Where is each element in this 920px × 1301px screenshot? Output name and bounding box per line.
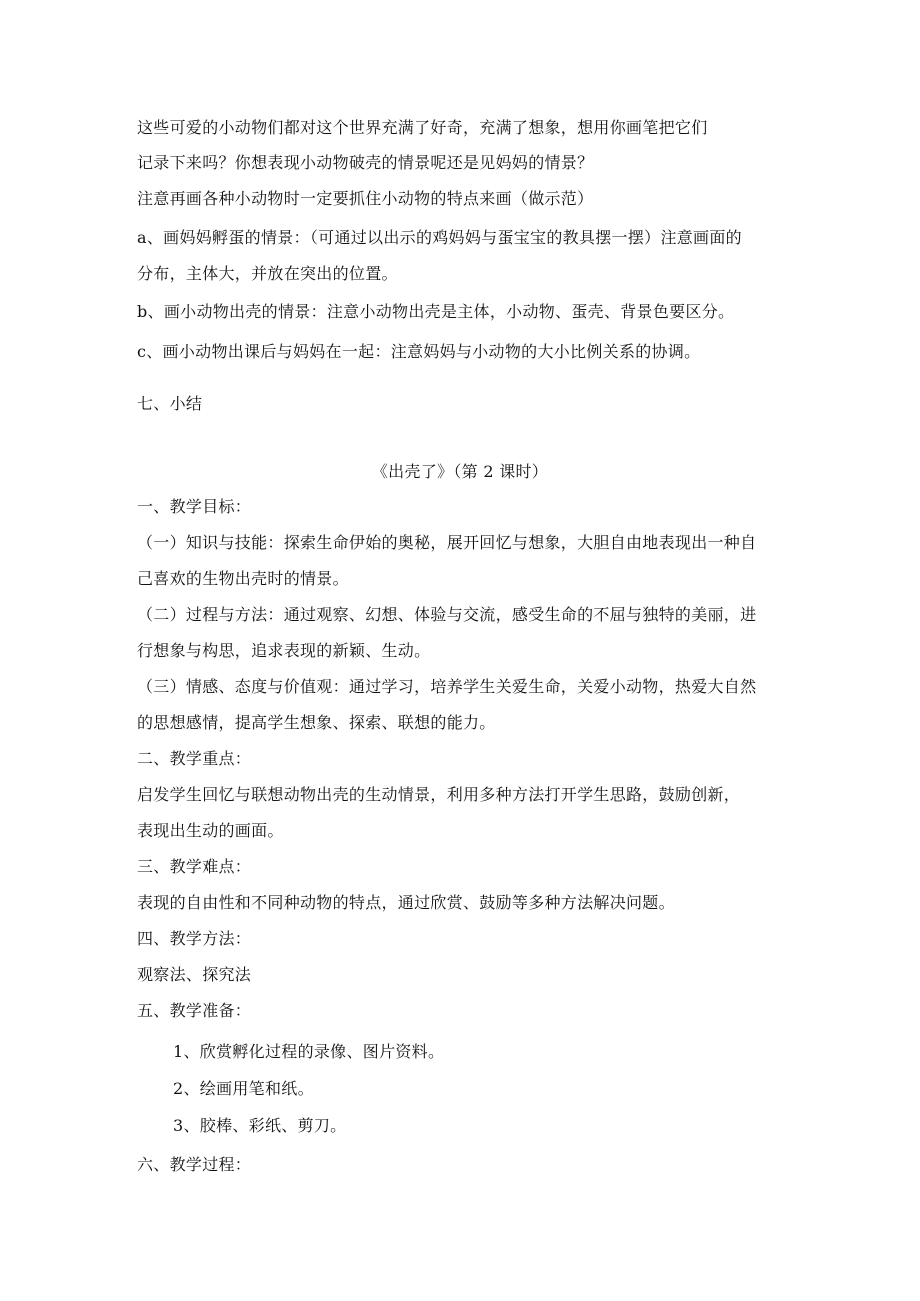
section-heading: 三、教学难点： — [137, 857, 252, 876]
list-item: 3、胶棒、彩纸、剪刀。 — [173, 1116, 347, 1135]
lesson-title: 《出壳了》（第 2 课时） — [371, 462, 549, 481]
list-item-a: a、画妈妈孵蛋的情景：（可通过以出示的鸡妈妈与蛋宝宝的教具摆一摆）注意画面的 — [137, 228, 742, 247]
paragraph-line: 表现的自由性和不同种动物的特点，通过欣赏、鼓励等多种方法解决问题。 — [137, 893, 675, 912]
paragraph-line: 观察法、探究法 — [137, 965, 252, 984]
objective-line: （三）情感、态度与价值观：通过学习，培养学生关爱生命，关爱小动物，热爱大自然 — [137, 677, 757, 696]
list-item-c: c、画小动物出课后与妈妈在一起：注意妈妈与小动物的大小比例关系的协调。 — [137, 342, 701, 361]
section-heading: 六、教学过程： — [137, 1155, 252, 1174]
paragraph-line: 记录下来吗？你想表现小动物破壳的情景呢还是见妈妈的情景？ — [137, 153, 594, 172]
list-item-a-continued: 分布，主体大，并放在突出的位置。 — [137, 264, 398, 283]
list-item: 2、绘画用笔和纸。 — [173, 1079, 314, 1098]
list-item: 1、欣赏孵化过程的录像、图片资料。 — [173, 1042, 445, 1061]
objective-line: 的思想感情，提高学生想象、探索、联想的能力。 — [137, 713, 496, 732]
objective-line: （二）过程与方法：通过观察、幻想、体验与交流，感受生命的不屈与独特的美丽，进 — [137, 605, 757, 624]
section-heading: 七、小结 — [137, 394, 203, 413]
objective-line: 己喜欢的生物出壳时的情景。 — [137, 569, 349, 588]
section-heading: 四、教学方法： — [137, 929, 252, 948]
section-heading: 二、教学重点： — [137, 749, 252, 768]
paragraph-line: 这些可爱的小动物们都对这个世界充满了好奇，充满了想象，想用你画笔把它们 — [137, 118, 708, 137]
section-heading: 一、教学目标： — [137, 497, 252, 516]
objective-line: 行想象与构思，追求表现的新颖、生动。 — [137, 641, 431, 660]
paragraph-line: 启发学生回忆与联想动物出壳的生动情景，利用多种方法打开学生思路，鼓励创新， — [137, 785, 741, 804]
section-heading: 五、教学准备： — [137, 1001, 252, 1020]
paragraph-line: 注意再画各种小动物时一定要抓住小动物的特点来画（做示范） — [137, 189, 594, 208]
paragraph-line: 表现出生动的画面。 — [137, 821, 284, 840]
objective-line: （一）知识与技能：探索生命伊始的奥秘，展开回忆与想象，大胆自由地表现出一种自 — [137, 533, 757, 552]
list-item-b: b、画小动物出壳的情景：注意小动物出壳是主体，小动物、蛋壳、背景色要区分。 — [137, 302, 735, 321]
